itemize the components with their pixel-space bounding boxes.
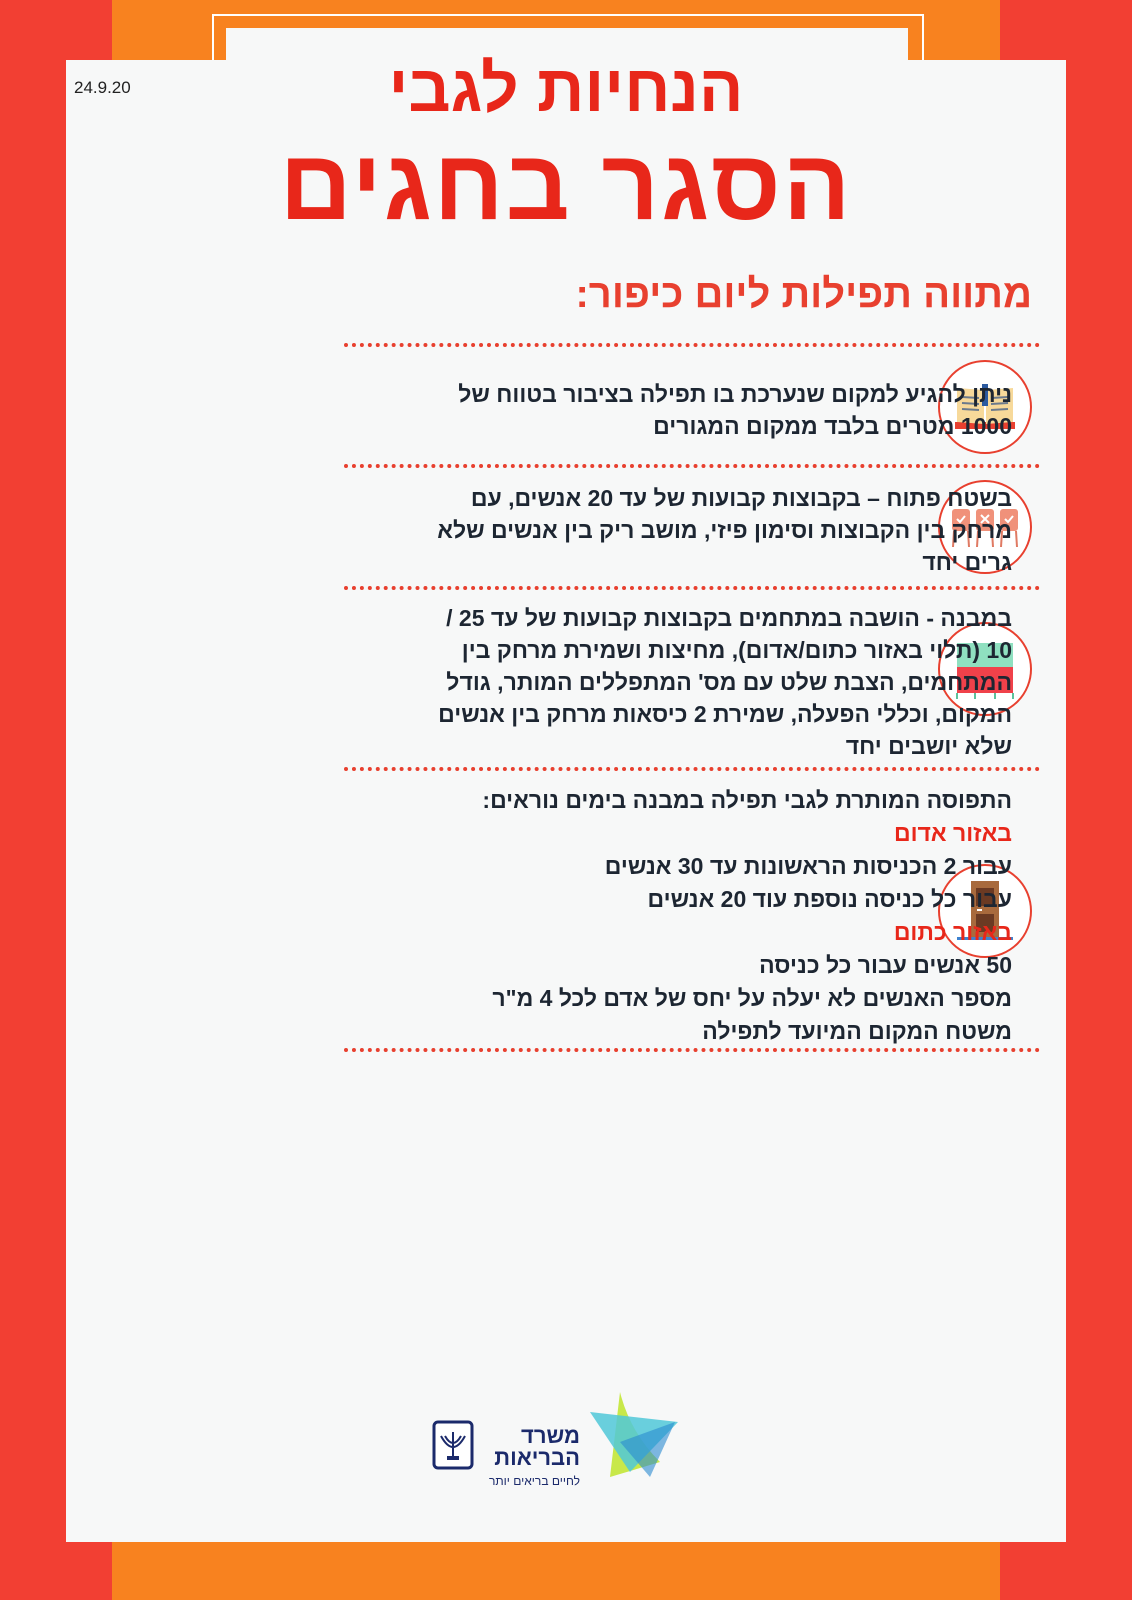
title-line-1: הנחיות לגבי xyxy=(388,51,744,125)
date: 24.9.20 xyxy=(74,78,131,97)
subtitle: מתווה תפילות ליום כיפור: xyxy=(575,272,1032,316)
ministry-star-icon xyxy=(590,1392,680,1482)
text-line: במבנה - הושבה במתחמים בקבוצות קבועות של עד 25 / xyxy=(446,605,1012,631)
state-emblem-icon xyxy=(432,1420,474,1470)
divider xyxy=(344,767,1040,771)
divider xyxy=(344,343,1040,347)
text-line: המקום, וכללי הפעלה, שמירת 2 כיסאות מרחק בין אנשים xyxy=(438,701,1012,727)
divider xyxy=(344,1048,1040,1052)
text-line: ניתן להגיע למקום שנערכת בו תפילה בציבור בטווח של xyxy=(458,381,1012,407)
capacity-intro: התפוסה המותרת לגבי תפילה במבנה בימים נוראים: xyxy=(482,787,1012,813)
text-line: עבור כל כניסה נוספת עוד 20 אנשים xyxy=(647,886,1012,912)
text-line: 1000 מטרים בלבד ממקום המגורים xyxy=(653,413,1012,439)
capacity-section xyxy=(482,784,1012,1048)
text-line: מספר האנשים לא יעלה על יחס של אדם לכל 4 מ"ר xyxy=(492,985,1012,1011)
divider xyxy=(344,586,1040,590)
text-line: שלא יושבים יחד xyxy=(845,733,1012,759)
guideline-distance xyxy=(458,378,1012,442)
guideline-building xyxy=(438,602,1012,762)
text-line: 10 (תלוי באזור כתום/אדום), מחיצות ושמירת מרחק בין xyxy=(461,637,1012,663)
orange-zone-label: באזור כתום xyxy=(893,919,1012,945)
text-line: המתחמים, הצבת שלט עם מס' המתפללים המותר, גודל xyxy=(446,669,1012,695)
text-line: עבור 2 הכניסות הראשונות עד 30 אנשים xyxy=(604,853,1012,879)
divider xyxy=(344,464,1040,468)
text-line: גרים יחד xyxy=(922,549,1012,575)
red-zone-label: באזור אדום xyxy=(894,820,1012,846)
title-line-2: הסגר בחגים xyxy=(279,129,853,241)
ministry-name-line-2: הבריאות xyxy=(494,1445,580,1470)
text-line: משטח המקום המיועד לתפילה xyxy=(702,1018,1012,1044)
text-line: בשטח פתוח – בקבוצות קבועות של עד 20 אנשים, עם xyxy=(470,485,1012,511)
text-line: מרחק בין הקבוצות וסימון פיזי, מושב ריק בין אנשים שלא xyxy=(437,517,1012,543)
ministry-name xyxy=(480,1425,580,1469)
guideline-open-area xyxy=(437,482,1012,578)
text-line: 50 אנשים עבור כל כניסה xyxy=(759,952,1012,978)
ministry-slogan: לחיים בריאים יותר xyxy=(488,1474,580,1488)
ministry-name-line-1: משרד xyxy=(521,1423,580,1448)
